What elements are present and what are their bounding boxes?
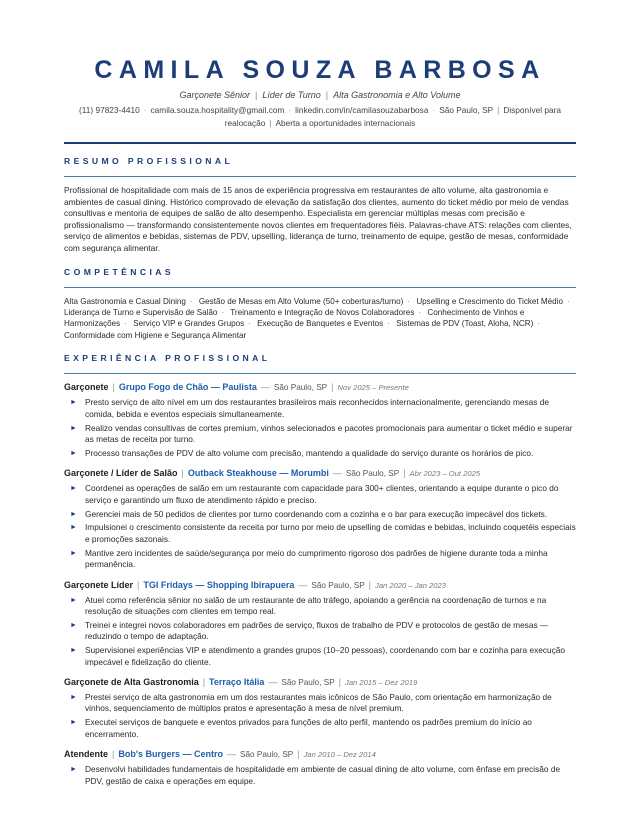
bullet-item xyxy=(64,645,576,668)
job-bullets xyxy=(64,483,576,570)
skill-item: Liderança de Turno e Supervisão de Salão xyxy=(64,307,218,317)
open-to: Aberta a oportunidades internacionais xyxy=(275,118,416,128)
skill-item: Serviço VIP e Grandes Grupos xyxy=(133,319,245,329)
bullet-text: Desenvolvi habilidades fundamentais de hospitalidade em ambiente de casual dining de alto volume, com ênfase em precisão de PDV, gestão de caixa e operações em equipe. xyxy=(85,764,561,786)
skill-item: Alta Gastronomia e Casual Dining xyxy=(64,296,186,306)
job-entry xyxy=(64,676,576,740)
job-bullets xyxy=(64,397,576,459)
job-dates: Jan 2010 – Dez 2014 xyxy=(303,750,376,760)
separator: — xyxy=(260,382,270,393)
bullet-text: Realizo vendas consultivas de cortes premium, vinhos selecionados e pacotes promocionais para aumentar o ticket médio e superar as metas de receita por turno. xyxy=(85,422,573,444)
job-role: Garçonete de Alta Gastronomia xyxy=(64,677,199,687)
bullet-text: Gerenciei mais de 50 pedidos de clientes por turno coordenando com a cozinha e o bar para execução impecável dos tickets. xyxy=(85,508,548,519)
job-entry xyxy=(64,579,576,668)
phone-number: (11) 97823-4410 xyxy=(79,105,140,115)
job-entry xyxy=(64,467,576,570)
skill-item: Treinamento e Integração de Novos Colaboradores xyxy=(230,307,415,317)
separator: | xyxy=(269,118,272,128)
skill-item: Execução de Banquetes e Eventos xyxy=(257,319,384,329)
bullet-item xyxy=(64,692,576,715)
separator: — xyxy=(332,468,342,479)
bullet-triangle-icon: ► xyxy=(70,621,77,629)
bullet-triangle-icon: ► xyxy=(70,694,77,701)
separator: | xyxy=(137,579,140,590)
separator: | xyxy=(331,382,334,393)
tagline-item: Alta Gastronomia e Alto Volume xyxy=(333,90,461,100)
section-title-skills: COMPETÊNCIAS xyxy=(64,266,175,277)
job-location: São Paulo, SP xyxy=(240,750,294,760)
skill-item: Conhecimento de Vinhos e Harmonizações xyxy=(64,307,525,329)
bullet-item xyxy=(64,483,576,506)
bullet-triangle-icon: ► xyxy=(70,719,77,727)
bullet-triangle-icon: ► xyxy=(70,524,77,532)
bullet-item xyxy=(64,522,576,545)
job-header xyxy=(64,748,576,761)
job-role: Garçonete xyxy=(64,382,109,393)
bullet-item xyxy=(64,548,576,571)
bullet-text: Atuei como referência sênior no salão de um restaurante de alto tráfego, apoiando a gerência na coordenação de turnos e na resolução de situações com clientes em tempo real. xyxy=(85,594,547,616)
separator: · xyxy=(407,296,411,306)
bullet-text: Coordenei as operações de salão em um restaurante com capacidade para 300+ clientes, orientando a equipe durante o pico do serviço e garantindo um fluxo de atendimento rápido e preciso. xyxy=(85,483,559,505)
separator: | xyxy=(297,749,300,760)
separator: | xyxy=(181,468,184,479)
separator: | xyxy=(403,468,406,479)
job-header xyxy=(64,676,576,689)
job-entry xyxy=(64,748,576,787)
contact-line xyxy=(64,104,576,130)
bullet-item xyxy=(64,448,576,459)
bullet-text: Treinei e integrei novos colaboradores em padrões de serviço, fluxos de trabalho de PDV e protocolos de gestão de mesas — reduzindo o tempo de adaptação. xyxy=(85,619,549,642)
separator: | xyxy=(368,579,372,590)
separator: | xyxy=(255,90,258,100)
job-role: Atendente xyxy=(64,749,109,760)
separator: | xyxy=(325,90,329,100)
bullet-text: Supervisionei experiências VIP e atendimento a grandes grupos (10–20 pessoas), coordenando com bar e cozinha para execução impecável e fidelização do cliente. xyxy=(85,645,565,667)
job-bullets xyxy=(64,595,576,668)
job-dates: Nov 2025 – Presente xyxy=(337,383,409,393)
bullet-text: Mantive zero incidentes de saúde/segurança por meio do cumprimento rigoroso dos padrões de higiene durante toda a minha permanência. xyxy=(85,547,548,570)
bullet-item xyxy=(64,423,576,446)
bullet-item xyxy=(64,717,576,740)
bullet-triangle-icon: ► xyxy=(70,485,77,493)
separator: — xyxy=(227,749,237,760)
job-company: Grupo Fogo de Chão — Paulista xyxy=(118,382,257,393)
section-divider xyxy=(64,287,576,288)
separator: · xyxy=(248,319,251,329)
section-divider xyxy=(64,176,576,177)
candidate-name: CAMILA SOUZA BARBOSA xyxy=(94,56,546,84)
location: São Paulo, SP xyxy=(439,105,494,115)
section-divider xyxy=(64,373,576,374)
job-dates: Abr 2023 – Out 2025 xyxy=(409,469,481,479)
bullet-triangle-icon: ► xyxy=(70,647,77,655)
bullet-triangle-icon: ► xyxy=(70,549,77,557)
job-dates: Jan 2015 – Dez 2019 xyxy=(345,678,418,687)
bullet-triangle-icon: ► xyxy=(70,766,77,774)
job-header xyxy=(64,467,576,480)
separator: · xyxy=(124,319,127,329)
tagline-item: Líder de Turno xyxy=(262,90,321,100)
separator: | xyxy=(112,382,115,393)
job-company: Terraço Itália xyxy=(209,677,265,687)
separator: · xyxy=(143,105,147,115)
bullet-item xyxy=(64,620,576,643)
summary-text: Profissional de hospitalidade com mais de 15 anos de experiência progressiva em restaurantes de alto volume, alta gastronomia e ambientes de casual dining. Histórico comprovado de elevação da satisfação dos clientes, aumento do ticket médio por meio de vendas consultivas e mentoria de equipes de salão de alto desempenho. Especialista em gerenciar múltiplas mesas com precisão e profissionalismo — transformando consistentemente novos clientes em frequentadores fiéis. Palavras-chave ATS: relações com clientes, serviço de alimentos e bebidas, sistemas de PDV, upselling, liderança de turno, treinamento de equipe, gestão de mesas, conformidade com segurança alimentar. xyxy=(64,185,572,253)
job-location: São Paulo, SP xyxy=(311,580,365,590)
availability: Disponível para realocação xyxy=(224,105,561,128)
job-header xyxy=(64,381,576,394)
header-divider xyxy=(64,142,576,144)
job-company: Bob's Burgers — Centro xyxy=(118,749,224,760)
bullet-text: Processo transações de PDV de alto volume com precisão, mantendo a qualidade do serviço durante os horários de pico. xyxy=(85,447,534,458)
bullet-triangle-icon: ► xyxy=(70,510,77,518)
job-company: Outback Steakhouse — Morumbi xyxy=(187,468,329,479)
separator: · xyxy=(221,307,225,317)
skill-item: Sistemas de PDV (Toast, Aloha, NCR) xyxy=(396,319,534,329)
separator: · xyxy=(432,105,436,115)
separator: · xyxy=(566,296,570,306)
bullet-item xyxy=(64,764,576,787)
skill-item: Conformidade com Higiene e Segurança Alimentar xyxy=(64,330,247,340)
separator: · xyxy=(418,307,422,317)
skills-list xyxy=(64,296,576,342)
job-entry xyxy=(64,381,576,459)
separator: | xyxy=(202,677,206,687)
job-role: Garçonete / Líder de Salão xyxy=(64,468,178,479)
linkedin-link[interactable]: linkedin.com/in/camilasouzabarbosa xyxy=(295,105,429,115)
bullet-triangle-icon: ► xyxy=(70,596,77,604)
separator: · xyxy=(387,319,390,329)
bullet-item xyxy=(64,595,576,618)
separator: | xyxy=(112,749,115,760)
bullet-text: Prestei serviço de alta gastronomia em um dos restaurantes mais icônicos de São Paulo, com orientação em harmonização de vinhos, sequenciamento de múltiplos pratos e apresentação à mesa de nível premium. xyxy=(85,692,552,714)
job-header xyxy=(64,579,576,592)
separator: | xyxy=(338,677,342,687)
section-title-summary: RESUMO PROFISSIONAL xyxy=(64,156,234,166)
bullet-triangle-icon: ► xyxy=(70,399,77,407)
job-bullets xyxy=(64,692,576,740)
experience-list xyxy=(64,381,576,787)
bullet-text: Executei serviços de banquete e eventos privados para funções de alto perfil, mantendo os padrões premium do início ao encerramento. xyxy=(85,717,532,739)
section-title-experience: EXPERIÊNCIA PROFISSIONAL xyxy=(64,353,271,364)
job-location: São Paulo, SP xyxy=(281,678,335,687)
bullet-triangle-icon: ► xyxy=(70,449,77,457)
separator: · xyxy=(189,296,193,306)
bullet-item xyxy=(64,509,576,520)
tagline-item: Garçonete Sênior xyxy=(179,90,251,100)
headline-tagline xyxy=(64,90,576,100)
bullet-item xyxy=(64,397,576,420)
job-location: São Paulo, SP xyxy=(273,383,328,393)
job-company: TGI Fridays — Shopping Ibirapuera xyxy=(143,579,295,590)
separator: · xyxy=(537,319,540,329)
skill-item: Upselling e Crescimento do Ticket Médio xyxy=(416,296,563,306)
bullet-text: Impulsionei o crescimento consistente da receita por turno por meio de upselling de comidas e bebidas, incluindo coquetéis especiais e promoções sazonais. xyxy=(85,522,576,544)
separator: — xyxy=(268,677,278,687)
bullet-text: Presto serviço de alto nível em um dos restaurantes brasileiros mais reconhecidos internacionalmente, gerenciando mesas de comida, bebida e eventos especiais simultaneamente. xyxy=(85,397,549,419)
job-role: Garçonete Líder xyxy=(64,579,134,590)
bullet-triangle-icon: ► xyxy=(70,424,77,432)
separator: | xyxy=(497,105,500,115)
email-link[interactable]: camila.souza.hospitality@gmail.com xyxy=(150,105,285,115)
skill-item: Gestão de Mesas em Alto Volume (50+ coberturas/turno) xyxy=(198,296,404,306)
separator: — xyxy=(298,579,308,590)
separator: · xyxy=(288,105,292,115)
job-location: São Paulo, SP xyxy=(345,469,400,479)
job-dates: Jan 2020 – Jan 2023 xyxy=(375,580,446,590)
job-bullets xyxy=(64,764,576,787)
